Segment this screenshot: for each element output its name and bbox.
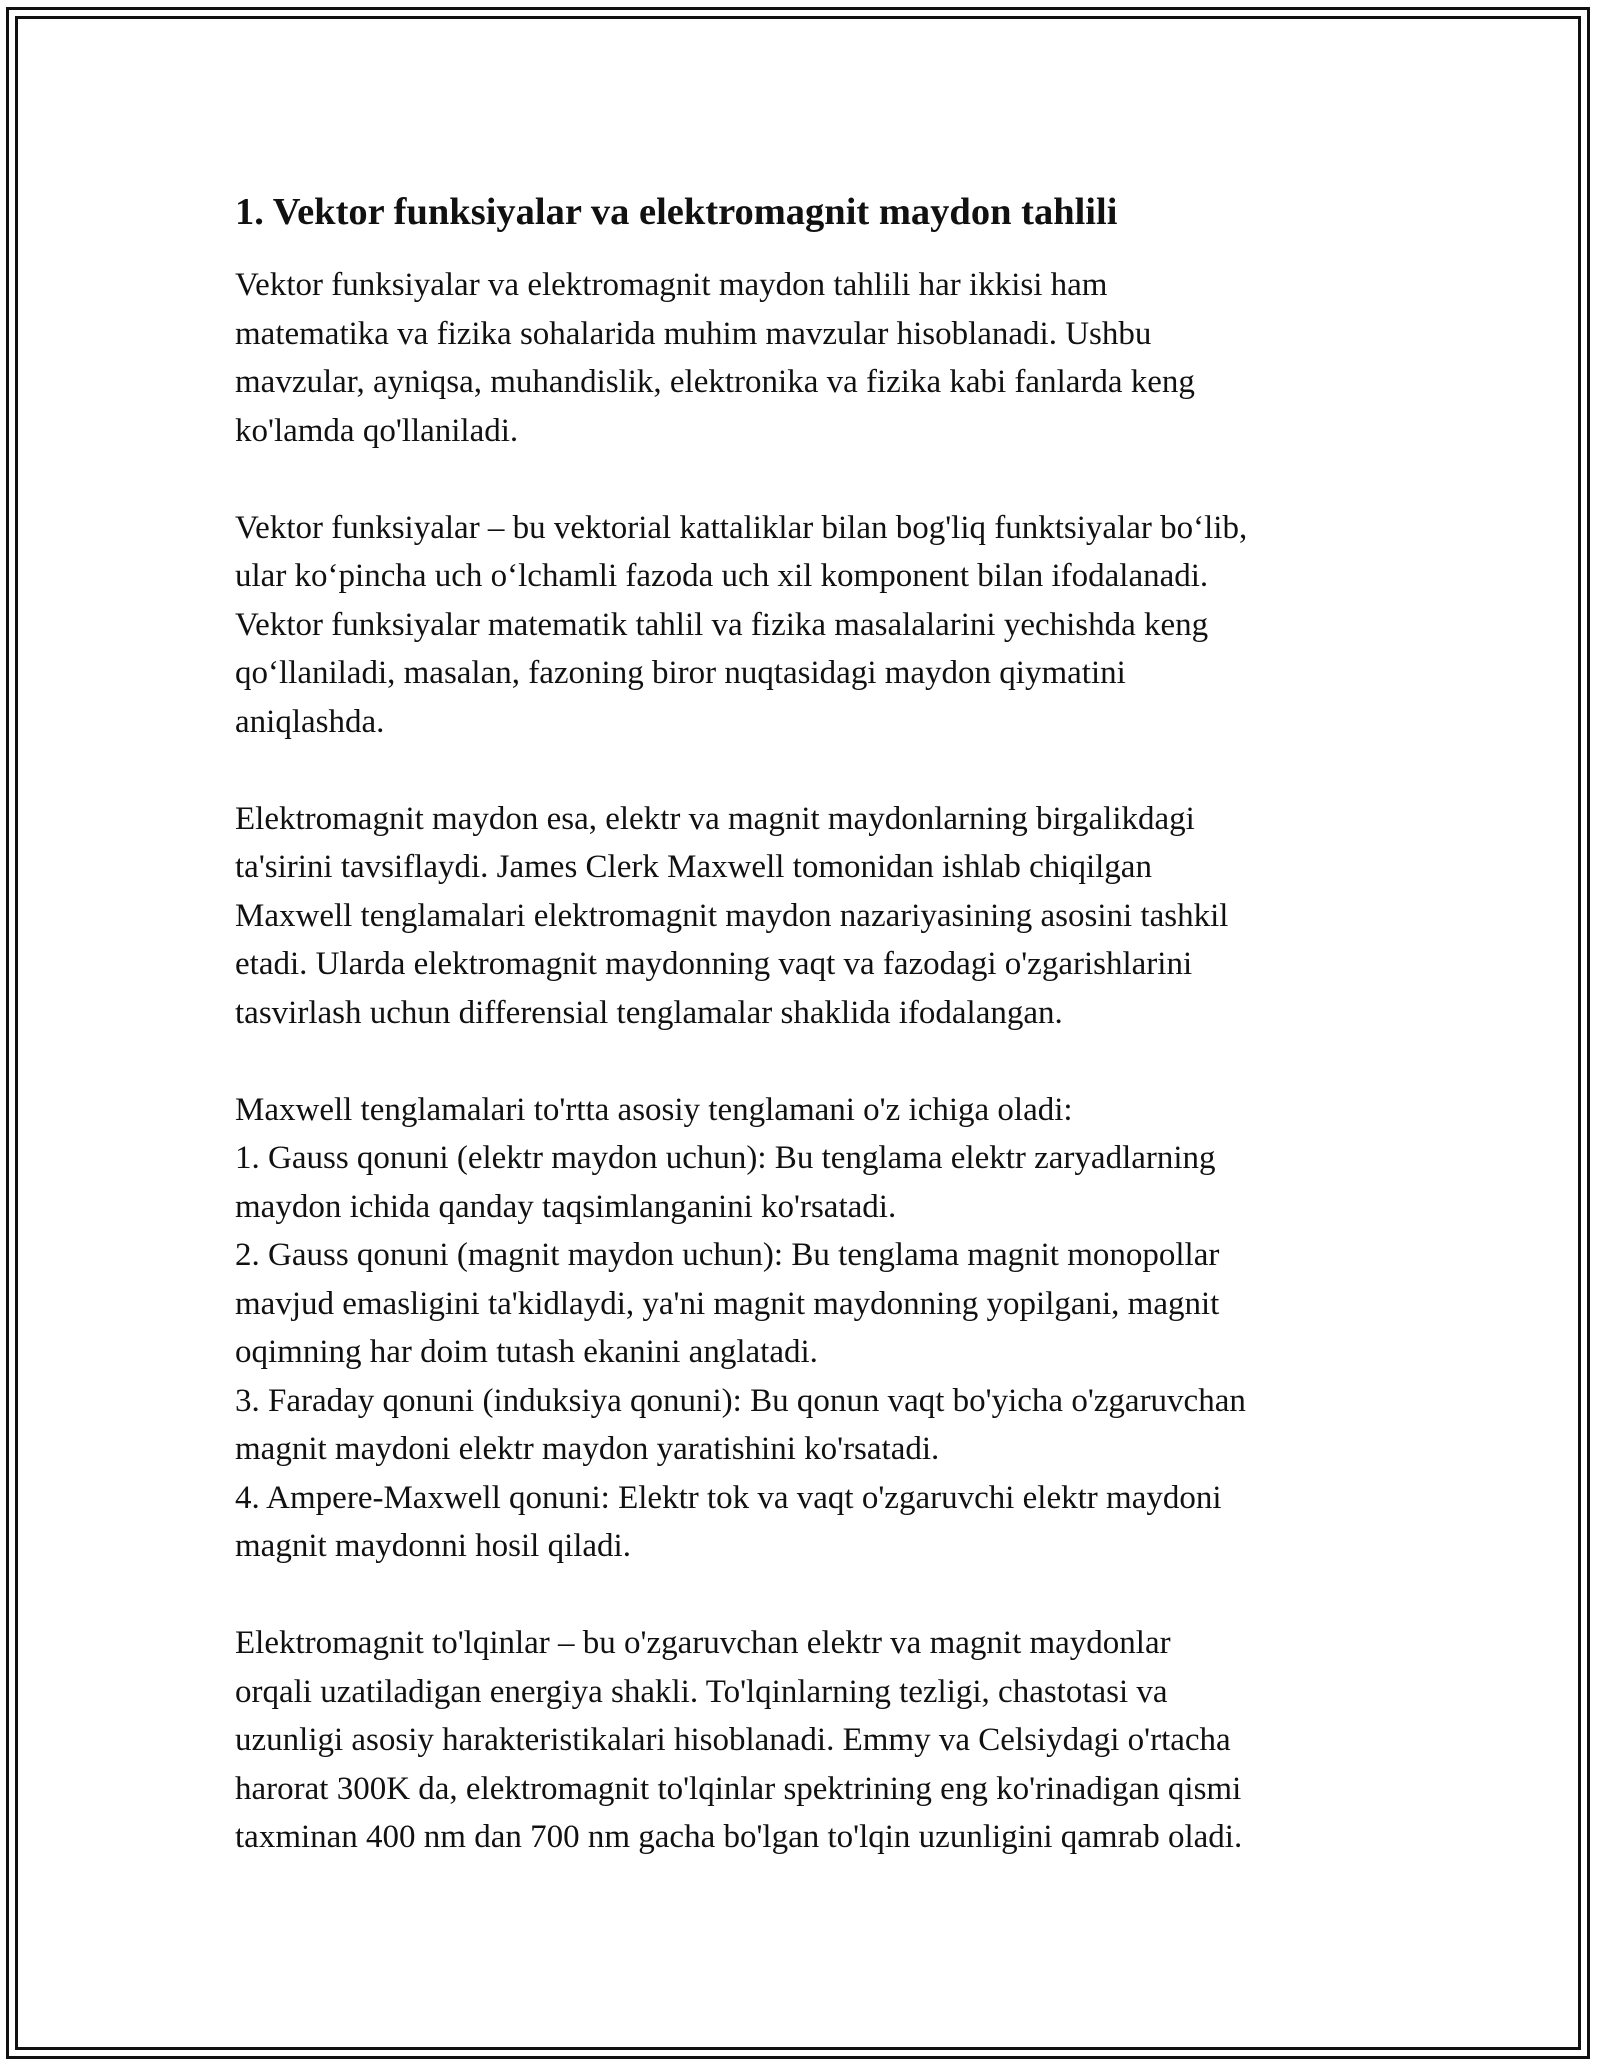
text-line: Maxwell tenglamalari to'rtta asosiy tenglamani o'z ichiga oladi: bbox=[235, 1091, 1073, 1128]
text-line: maydon ichida qanday taqsimlanganini ko'rsatadi. bbox=[235, 1188, 897, 1225]
text-line: ta'sirini tavsiflaydi. James Clerk Maxwell tomonidan ishlab chiqilgan bbox=[235, 849, 1152, 885]
paragraph bbox=[235, 261, 1370, 455]
text-line: Elektromagnit maydon esa, elektr va magnit maydonlarning birgalikdagi bbox=[235, 800, 1195, 837]
text-line: mavzular, ayniqsa, muhandislik, elektronika va fizika kabi fanlarda keng bbox=[235, 364, 1195, 400]
text-line: tasvirlash uchun differensial tenglamalar shaklida ifodalangan. bbox=[235, 994, 1063, 1031]
text-line: Elektromagnit to'lqinlar – bu o'zgaruvchan elektr va magnit maydonlar bbox=[235, 1625, 1171, 1661]
text-line: Maxwell tenglamalari elektromagnit maydon nazariyasining asosini tashkil bbox=[235, 897, 1229, 934]
paragraph bbox=[235, 504, 1370, 747]
text-line: matematika va fizika sohalarida muhim mavzular hisoblanadi. Ushbu bbox=[235, 315, 1152, 352]
text-line: 4. Ampere-Maxwell qonuni: Elektr tok va vaqt o'zgaruvchi elektr maydoni bbox=[235, 1479, 1222, 1516]
paragraph bbox=[235, 795, 1370, 1038]
section-heading: 1. Vektor funksiyalar va elektromagnit maydon tahlili bbox=[235, 191, 1118, 233]
text-line: taxminan 400 nm dan 700 nm gacha bo'lgan to'lqin uzunligini qamrab oladi. bbox=[235, 1819, 1243, 1855]
text-line: Vektor funksiyalar matematik tahlil va fizika masalalarini yechishda keng bbox=[235, 606, 1209, 643]
text-line: 2. Gauss qonuni (magnit maydon uchun): Bu tenglama magnit monopollar bbox=[235, 1237, 1220, 1273]
text-line: aniqlashda. bbox=[235, 703, 385, 740]
text-line: Vektor funksiyalar – bu vektorial kattaliklar bilan bog'liq funktsiyalar bo‘lib, bbox=[235, 509, 1248, 546]
text-line: mavjud emasligini ta'kidlaydi, ya'ni magnit maydonning yopilgani, magnit bbox=[235, 1285, 1220, 1322]
text-line: uzunligi asosiy harakteristikalari hisoblanadi. Emmy va Celsiydagi o'rtacha bbox=[235, 1722, 1231, 1758]
paragraph bbox=[235, 1619, 1370, 1862]
text-line: oqimning har doim tutash ekanini anglatadi. bbox=[235, 1334, 818, 1370]
text-line: qo‘llaniladi, masalan, fazoning biror nuqtasidagi maydon qiymatini bbox=[235, 655, 1126, 691]
text-line: harorat 300K da, elektromagnit to'lqinlar spektrining eng ko'rinadigan qismi bbox=[235, 1770, 1242, 1807]
text-line: magnit maydoni elektr maydon yaratishini ko'rsatadi. bbox=[235, 1431, 940, 1467]
text-line: etadi. Ularda elektromagnit maydonning vaqt va fazodagi o'zgarishlarini bbox=[235, 946, 1193, 982]
text-line: ular ko‘pincha uch o‘lchamli fazoda uch xil komponent bilan ifodalanadi. bbox=[235, 558, 1209, 594]
text-line: 3. Faraday qonuni (induksiya qonuni): Bu qonun vaqt bo'yicha o'zgaruvchan bbox=[235, 1382, 1246, 1419]
text-line: orqali uzatiladigan energiya shakli. To'lqinlarning tezligi, chastotasi va bbox=[235, 1673, 1168, 1710]
text-line: 1. Gauss qonuni (elektr maydon uchun): Bu tenglama elektr zaryadlarning bbox=[235, 1140, 1216, 1176]
text-line: ko'lamda qo'llaniladi. bbox=[235, 412, 519, 449]
text-line: Vektor funksiyalar va elektromagnit maydon tahlili har ikkisi ham bbox=[235, 267, 1108, 303]
paragraph bbox=[235, 1086, 1370, 1571]
paragraphs-container bbox=[235, 261, 1370, 1862]
text-line: magnit maydonni hosil qiladi. bbox=[235, 1528, 631, 1564]
document-body bbox=[235, 188, 1370, 1910]
